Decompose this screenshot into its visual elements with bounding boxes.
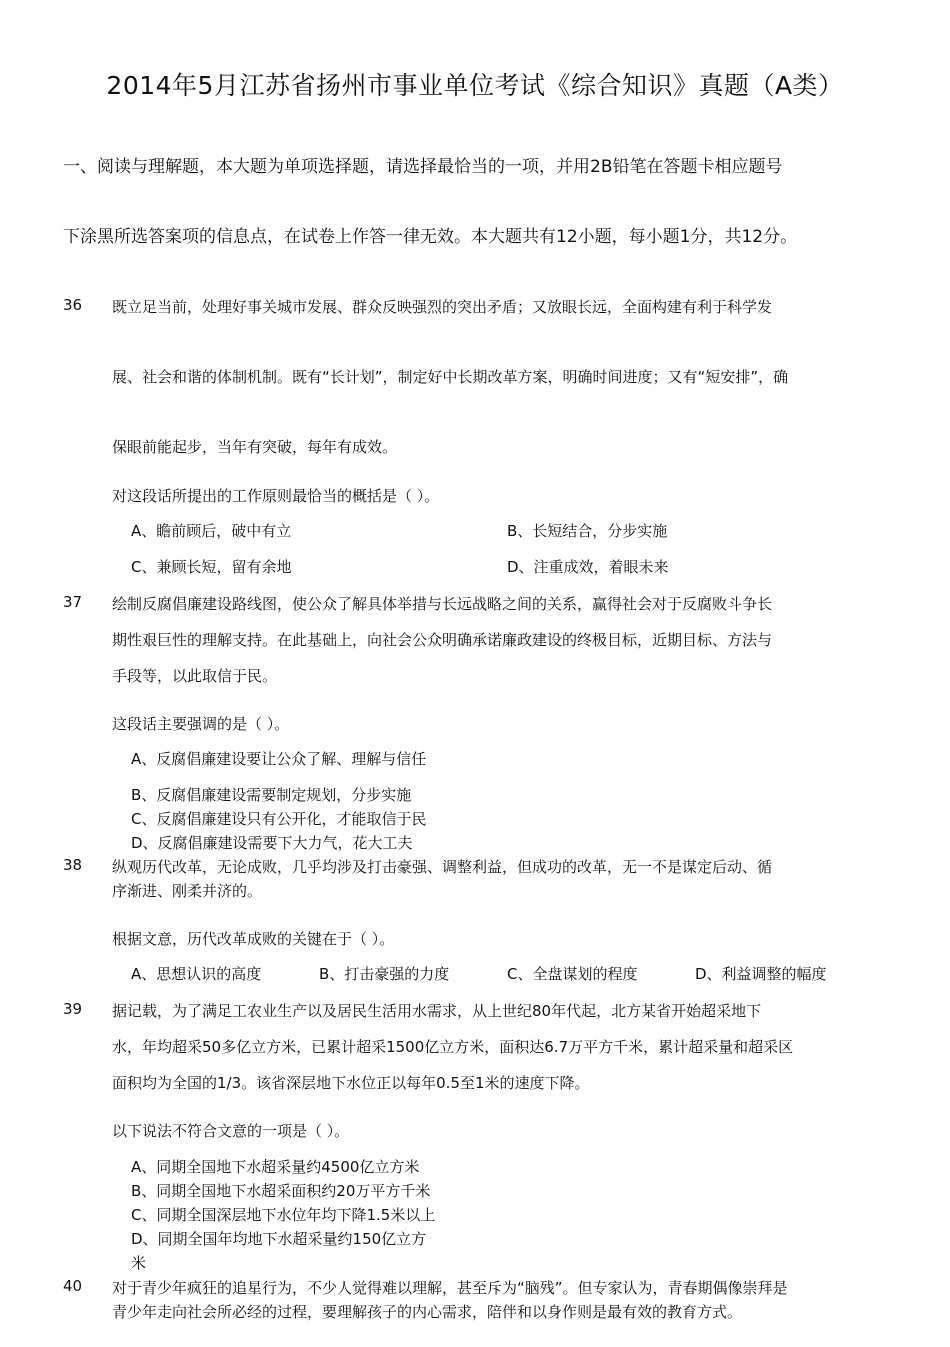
- question-number: 36: [63, 296, 83, 314]
- answer-option: A、瞻前顾后，破中有立: [131, 522, 292, 540]
- answer-option: C、兼顾长短，留有余地: [131, 558, 292, 576]
- question-text-line: 期性艰巨性的理解支持。在此基础上，向社会公众明确承诺廉政建设的终极目标，近期目标、方法与: [112, 631, 773, 649]
- question-text-line: 水，年均超采50多亿立方米，已累计超采1500亿立方米，面积达6.7万平方千米，累计超采量和超采区: [112, 1038, 794, 1056]
- answer-option: D、利益调整的幅度: [695, 965, 827, 983]
- question-text-line: 据记载，为了满足工农业生产以及居民生活用水需求，从上世纪80年代起，北方某省开始超采地下: [112, 1002, 762, 1020]
- page-title: 2014年5月江苏省扬州市事业单位考试《综合知识》真题（A类）: [106, 71, 844, 100]
- question-text-line: 序渐进、刚柔并济的。: [112, 882, 263, 900]
- question-number: 37: [63, 593, 83, 611]
- answer-option: B、打击豪强的力度: [319, 965, 450, 983]
- answer-option: C、全盘谋划的程度: [507, 965, 638, 983]
- answer-option: A、同期全国地下水超采量约4500亿立方米: [131, 1158, 420, 1176]
- question-text-line: 对于青少年疯狂的追星行为，不少人觉得难以理解，甚至斥为“脑残”。但专家认为，青春期偶像崇拜是: [112, 1279, 788, 1297]
- answer-option-continuation: 米: [131, 1254, 147, 1272]
- answer-option: A、思想认识的高度: [131, 965, 262, 983]
- question-text-line: 纵观历代改革，无论成败，几乎均涉及打击豪强、调整利益，但成功的改革，无一不是谋定后动、循: [112, 858, 773, 876]
- answer-option: B、反腐倡廉建设需要制定规划，分步实施: [131, 786, 412, 804]
- question-prompt: 以下说法不符合文意的一项是（ ）。: [112, 1122, 350, 1140]
- question-text-line: 绘制反腐倡廉建设路线图，使公众了解具体举措与长远战略之间的关系，赢得社会对于反腐败斗争长: [112, 595, 773, 613]
- question-text-line: 既立足当前，处理好事关城市发展、群众反映强烈的突出矛盾；又放眼长远，全面构建有利于科学发: [112, 298, 773, 316]
- answer-option: D、反腐倡廉建设需要下大力气，花大工夫: [131, 834, 413, 852]
- answer-option: D、注重成效，着眼未来: [507, 558, 669, 576]
- question-prompt: 根据文意，历代改革成败的关键在于（ ）。: [112, 930, 395, 948]
- answer-option: C、反腐倡廉建设只有公开化，才能取信于民: [131, 810, 427, 828]
- answer-option: A、反腐倡廉建设要让公众了解、理解与信任: [131, 750, 427, 768]
- section-instructions-line-1: 一、阅读与理解题，本大题为单项选择题，请选择最恰当的一项，并用2B铅笔在答题卡相应题号: [63, 157, 783, 177]
- question-text-line: 青少年走向社会所必经的过程，要理解孩子的内心需求，陪伴和以身作则是最有效的教育方式。: [112, 1303, 743, 1321]
- question-number: 40: [63, 1277, 83, 1295]
- answer-option: C、同期全国深层地下水位年均下降1.5米以上: [131, 1206, 436, 1224]
- question-text-line: 面积均为全国的1/3。该省深层地下水位正以每年0.5至1米的速度下降。: [112, 1074, 590, 1092]
- question-text-line: 手段等，以此取信于民。: [112, 667, 278, 685]
- section-instructions-line-2: 下涂黑所选答案项的信息点，在试卷上作答一律无效。本大题共有12小题，每小题1分，共12分。: [63, 227, 798, 247]
- question-number: 39: [63, 1000, 83, 1018]
- answer-option: B、长短结合，分步实施: [507, 522, 668, 540]
- answer-option: D、同期全国年均地下水超采量约150亿立方: [131, 1230, 427, 1248]
- question-prompt: 对这段话所提出的工作原则最恰当的概括是（ ）。: [112, 487, 440, 505]
- question-text-line: 保眼前能起步，当年有突破，每年有成效。: [112, 438, 398, 456]
- question-text-line: 展、社会和谐的体制机制。既有“长计划”，制定好中长期改革方案，明确时间进度；又有“短安排”，确: [112, 368, 789, 386]
- answer-option: B、同期全国地下水超采面积约20万平方千米: [131, 1182, 431, 1200]
- question-number: 38: [63, 856, 83, 874]
- question-prompt: 这段话主要强调的是（ ）。: [112, 715, 290, 733]
